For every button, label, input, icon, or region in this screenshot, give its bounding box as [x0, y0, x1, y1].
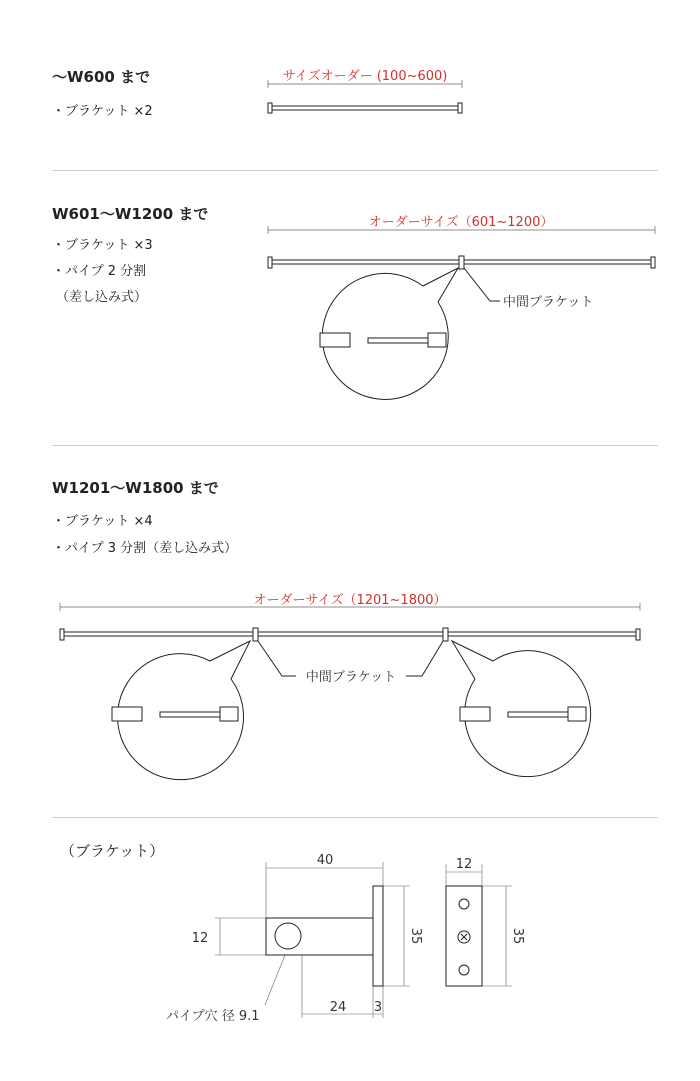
middle-bracket-label-2: 中間ブラケット [305, 670, 397, 685]
bracket-front-view [446, 864, 512, 986]
bracket-side-view [215, 862, 410, 1018]
section-3-bullet-2: ・パイプ 3 分割（差し込み式） [52, 541, 238, 556]
rod-diagram-w1200 [268, 226, 655, 399]
dim-plate-3: 3 [373, 1000, 383, 1015]
dim-height-35-side: 35 [408, 927, 423, 945]
rod-diagram-w1800 [60, 603, 640, 780]
section-2-bullet-1: ・ブラケット ×3 [52, 238, 153, 253]
section-2-bullet-2: ・パイプ 2 分割 [52, 264, 147, 279]
section-2-title: W601〜W1200 まで [52, 205, 209, 223]
bracket-section-title: （ブラケット） [60, 842, 165, 860]
middle-bracket-label-1: 中間ブラケット [503, 295, 594, 310]
section-1-title: 〜W600 まで [52, 68, 151, 86]
rod-diagram-w600 [268, 80, 462, 113]
dim-front-width-12: 12 [455, 857, 473, 872]
order-size-label-1: サイズオーダー (100~600) [282, 69, 448, 84]
section-1-bullet-1: ・ブラケット ×2 [52, 104, 153, 119]
section-3-title: W1201〜W1800 まで [52, 479, 219, 497]
order-size-label-2: オーダーサイズ（601~1200） [368, 215, 554, 230]
order-size-label-3: オーダーサイズ（1201~1800） [253, 593, 447, 608]
dim-height-12: 12 [191, 931, 209, 946]
dim-width-40: 40 [316, 853, 334, 868]
section-3-bullet-1: ・ブラケット ×4 [52, 514, 153, 529]
pipe-hole-label: パイプ穴 径 9.1 [166, 1009, 260, 1024]
dim-arm-24: 24 [329, 1000, 347, 1015]
dim-height-35-front: 35 [510, 927, 525, 945]
section-2-bullet-3: （差し込み式） [56, 290, 148, 305]
